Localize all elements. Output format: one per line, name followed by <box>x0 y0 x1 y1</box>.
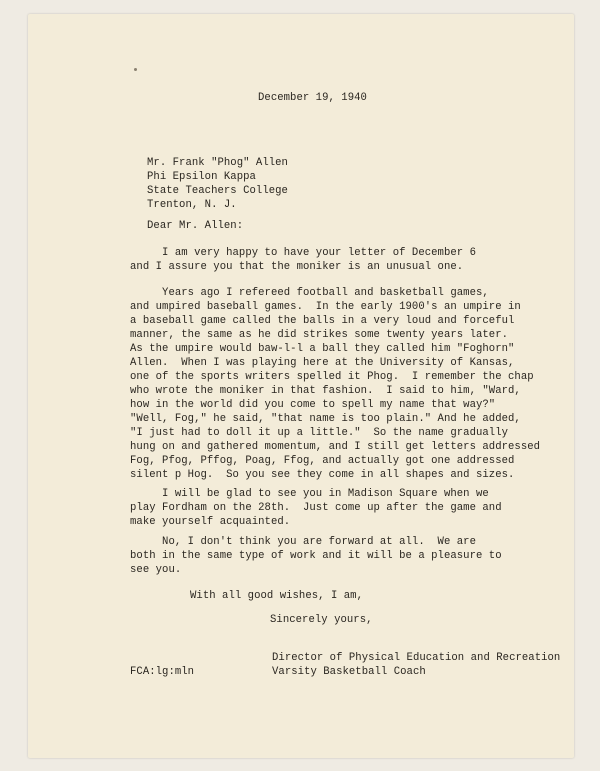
body-line: No, I don't think you are forward at all. We are <box>130 536 476 548</box>
recipient-line: State Teachers College <box>147 185 288 197</box>
closing-line: With all good wishes, I am, <box>190 590 363 602</box>
body-line: Years ago I refereed football and basketball games, <box>130 287 489 299</box>
body-line: both in the same type of work and it will be a pleasure to <box>130 550 502 562</box>
body-line: Allen. When I was playing here at the University of Kansas, <box>130 357 515 369</box>
body-line: manner, the same as he did strikes some twenty years later. <box>130 329 509 341</box>
recipient-line: Mr. Frank "Phog" Allen <box>147 157 288 169</box>
reference-initials: FCA:lg:mln <box>130 666 195 678</box>
body-line: how in the world did you come to spell my name that way?" <box>130 399 496 411</box>
body-line: As the umpire would baw-l-l a ball they called him "Foghorn" <box>130 343 515 355</box>
body-line: play Fordham on the 28th. Just come up after the game and <box>130 502 502 514</box>
body-line: make yourself acquainted. <box>130 516 291 528</box>
punch-mark <box>134 68 137 71</box>
signature-title: Varsity Basketball Coach <box>272 666 426 678</box>
body-line: "Well, Fog," he said, "that name is too plain." And he added, <box>130 413 521 425</box>
body-line: Fog, Pfog, Pffog, Poag, Ffog, and actually got one addressed <box>130 455 515 467</box>
body-line: and umpired baseball games. In the early 1900's an umpire in <box>130 301 521 313</box>
body-line: see you. <box>130 564 182 576</box>
letter-date: December 19, 1940 <box>258 92 367 104</box>
recipient-line: Trenton, N. J. <box>147 199 237 211</box>
salutation: Dear Mr. Allen: <box>147 220 244 232</box>
body-line: hung on and gathered momentum, and I still get letters addressed <box>130 441 541 453</box>
body-line: who wrote the moniker in that fashion. I said to him, "Ward, <box>130 385 521 397</box>
recipient-line: Phi Epsilon Kappa <box>147 171 256 183</box>
body-line: silent p Hog. So you see they come in all shapes and sizes. <box>130 469 515 481</box>
body-line: and I assure you that the moniker is an unusual one. <box>130 261 464 273</box>
body-line: I am very happy to have your letter of December 6 <box>130 247 476 259</box>
signoff: Sincerely yours, <box>270 614 373 626</box>
body-line: "I just had to doll it up a little." So the name gradually <box>130 427 509 439</box>
body-line: a baseball game called the balls in a very loud and forceful <box>130 315 515 327</box>
signature-title: Director of Physical Education and Recreation <box>272 652 561 664</box>
body-line: one of the sports writers spelled it Phog. I remember the chap <box>130 371 534 383</box>
body-line: I will be glad to see you in Madison Square when we <box>130 488 489 500</box>
